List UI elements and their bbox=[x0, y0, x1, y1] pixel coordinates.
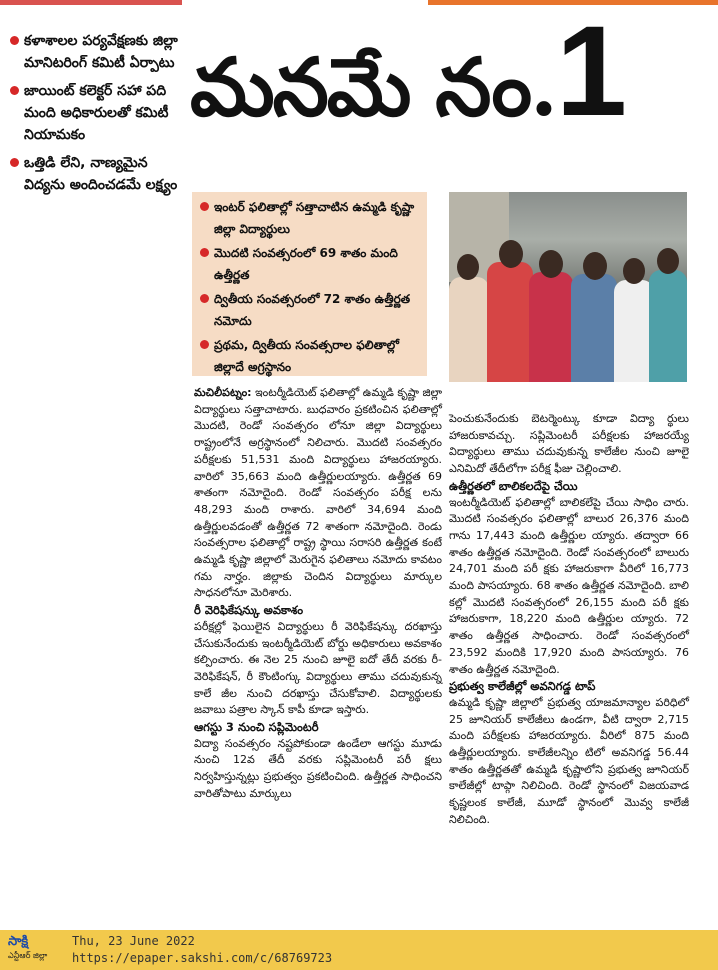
article-paragraph: ఉమ్మడి కృష్ణా జిల్లాలో ప్రభుత్వ యాజమాన్యాల పరిధిలో 25 జూనియర్ కాలేజీలు ఉండగా, వీటి ద్వారా 2,715 మంది పరీక్షలకు హాజరయ్యారు. వీరిలో 875 మంది ఉత్తీర్ణులయ్యారు. కాలేజీలన్నిం టిలో అవనిగడ్డ 56.44 శాతం ఉత్తీర్ణతతో ఉమ్మడి కృష్ణాలోని ప్రభుత్వ జూనియర్ కాలేజీల్లో టాప్గా నిలిచింది. రెండో స్థానంలో విజయవాడ కృష్ణలంక కాలేజీ, మూడో స్థానంలో మొవ్వ కాలేజీ నిలిచింది. bbox=[449, 695, 689, 826]
article-subheading: రీ వెరిఫికేషన్కు అవకాశం bbox=[194, 603, 304, 618]
photo-head bbox=[499, 240, 523, 268]
headline-number: 1 bbox=[555, 0, 626, 143]
photo-head bbox=[457, 254, 479, 280]
photo-figure bbox=[614, 280, 654, 382]
students-celebrating-photo bbox=[449, 192, 687, 382]
logo-brand: సాక్షి bbox=[8, 934, 29, 949]
bullet-dot-icon bbox=[10, 86, 19, 95]
photo-head bbox=[583, 252, 607, 280]
bullet-dot-icon bbox=[200, 294, 209, 303]
highlights-box bbox=[192, 192, 427, 376]
highlight-item: ప్రథమ, ద్వితీయ సంవత్సరాల ఫలితాల్లో జిల్లాదే అగ్రస్థానం bbox=[200, 334, 419, 378]
article-subheading: ఆగస్టు 3 నుంచి సప్లిమెంటరీ bbox=[194, 720, 319, 735]
photo-figure bbox=[449, 277, 489, 382]
bullet-dot-icon bbox=[200, 202, 209, 211]
article-paragraph: ఇంటర్మీడియెట్ ఫలితాల్లో బాలికలేపై చేయి సాధిం చారు. మొదటి సంవత్సరం ఫలితాల్లో బాలుర 26,376 మంది గాను 17,443 మంది ఉత్తీర్ణుల య్యారు. తద్వారా 66 శాతం ఉత్తీర్ణత నమోదైంది. రెండో సంవత్సరంలో బాలురు 24,701 మంది పరీ క్షకు హాజరుకాగా వీరిలో 16,773 మంది పాసయ్యారు. 68 శాతం ఉత్తీర్ణత నమోదైంది. బాలి కల్లో మొదటి సంవత్సరంలో 26,155 మంది పరీ క్షకు హాజరుకాగా, 18,220 మంది ఉత్తీర్ణుల య్యారు. 72 శాతం ఉత్తీర్ణత సాధించారు. రెండో సంవత్సరంలో 23,592 మందికి 17,920 మంది పాసయ్యారు. 76 శాతం ఉత్తీర్ణత నమోదైంది. bbox=[449, 495, 689, 676]
article-paragraph: విద్యా సంవత్సరం నష్టపోకుండా ఉండేలా ఆగస్టు మూడు నుంచి 12వ తేదీ వరకు సప్లిమెంటరీ పరీ క్షలు నిర్వహిస్తున్నట్లు ప్రభుత్వం ప్రకటించింది. ఉత్తీర్ణత సాధించని వారితోపాటు మార్కులు bbox=[194, 736, 442, 800]
photo-figure bbox=[487, 262, 533, 382]
footer-bar bbox=[0, 930, 718, 970]
highlight-item: ద్వితీయ సంవత్సరంలో 72 శాతం ఉత్తీర్ణత నమోదు bbox=[200, 288, 419, 332]
epaper-url[interactable]: https://epaper.sakshi.com/c/68769723 bbox=[72, 951, 333, 965]
article-paragraph: పరీక్షల్లో ఫెయిలైన విద్యార్థులు రీ వెరిఫికేషన్కు దరఖాస్తు చేసుకునేందుకు ఇంటర్మీడియెట్ బోర్డు అధికారులు అవకాశం కల్పించారు. ఈ నెల 25 నుంచి జూలై ఐదో తేదీ వరకు రీ-వెరిఫికేషన్, రీ కౌంటింగ్కు విద్యార్థులు తాము చదువుకున్న కాలే జీల నుంచి దరఖాస్తు చేసుకోవాలి. విద్యార్థులకు జవాబు పత్రాల స్కాన్ కాపీ కూడా ఇస్తారు. bbox=[194, 619, 442, 717]
bullet-dot-icon bbox=[200, 340, 209, 349]
dateline: మచిలీపట్నం: bbox=[194, 386, 252, 399]
photo-figure bbox=[529, 272, 573, 382]
photo-head bbox=[623, 258, 645, 284]
article-subheading: ఉత్తీర్ణతలో బాలికలదేపై చేయి bbox=[449, 478, 578, 493]
photo-head bbox=[657, 248, 679, 274]
article-paragraph: మచిలీపట్నం: ఇంటర్మీడియెట్ ఫలితాల్లో ఉమ్మడి కృష్ణా జిల్లా విద్యార్థులు సత్తాచాటారు. బుధవారం ప్రకటించిన ఫలితాల్లో మొదటి, రెండో సంవత్సరం లోనూ జిల్లా విద్యార్థులు రాష్ట్రంలోనే అగ్రస్థానంలో నిలిచారు. మొదటి సంవత్సరం పరీక్షలకు 51,531 మంది విద్యార్థులు హాజరయ్యారు. వారిలో 35,663 మంది ఉత్తీర్ణులయ్యారు. ఉత్తీర్ణత 69 శాతంగా నమోదైంది. రెండో సంవత్సరం పరీక్ష లను 48,293 మంది రాశారు. వారిలో 34,694 మంది ఉత్తీర్ణులవడంతో ఉత్తీర్ణత 72 శాతంగా నమోదైంది. రెండు సంవత్సరాల ఫలితాల్లో రాష్ట్ర స్థాయి సరాసరి ఉత్తీర్ణత కంటే ఉమ్మడి కృష్ణా జిల్లాలో మెరుగైన ఫలితాలు నమోదు కావటం గమ నార్హం. జిల్లాకు చెందిన విద్యార్థులు మార్కుల సాధనలోనూ మెరిశారు. bbox=[194, 386, 442, 600]
article-paragraph: పెంచుకునేందుకు బెటర్మెంట్కు కూడా విద్యా ర్థులు హాజరుకావచ్చు. సప్లిమెంటరీ పరీక్షలకు హాజరయ్యే విద్యార్థులు తాము చదువుకున్న కాలేజీల నుంచి జూలై ఎనిమిదో తేదీలోగా పరీక్ష ఫీజు చెల్లించాలి. bbox=[449, 412, 689, 476]
bullet-dot-icon bbox=[10, 36, 19, 45]
footer-meta bbox=[72, 933, 332, 967]
article-column-right bbox=[449, 411, 689, 829]
top-accent-bar-left bbox=[0, 0, 182, 5]
side-bullet: జాయింట్ కలెక్టర్ సహా పది మంది అధికారులతో కమిటీ నియామకం bbox=[8, 80, 178, 146]
headline bbox=[190, 0, 626, 143]
highlight-item: ఇంటర్ ఫలితాల్లో సత్తాచాటిన ఉమ్మడి కృష్ణా జిల్లా విద్యార్థులు bbox=[200, 196, 419, 240]
sakshi-logo bbox=[8, 934, 60, 966]
photo-figure bbox=[571, 274, 617, 382]
headline-text: మనమే నం. bbox=[190, 40, 556, 134]
side-bullet: కళాశాలల పర్యవేక్షణకు జిల్లా మానిటరింగ్ కమిటీ ఏర్పాటు bbox=[8, 30, 178, 74]
article-column-left bbox=[194, 385, 442, 803]
photo-figure bbox=[649, 270, 687, 382]
bullet-dot-icon bbox=[200, 248, 209, 257]
side-bullets bbox=[8, 30, 178, 202]
side-bullet: ఒత్తిడి లేని, నాణ్యమైన విద్యను అందించడమే లక్ష్యం bbox=[8, 152, 178, 196]
photo-head bbox=[539, 250, 563, 278]
article-subheading: ప్రభుత్వ కాలేజీల్లో అవనిగడ్డ టాప్ bbox=[449, 679, 596, 694]
bullet-dot-icon bbox=[10, 158, 19, 167]
publish-date: Thu, 23 June 2022 bbox=[72, 934, 195, 948]
highlight-item: మొదటి సంవత్సరంలో 69 శాతం మంది ఉత్తీర్ణత bbox=[200, 242, 419, 286]
logo-edition: ఎన్టీఆర్ జిల్లా bbox=[8, 951, 48, 960]
